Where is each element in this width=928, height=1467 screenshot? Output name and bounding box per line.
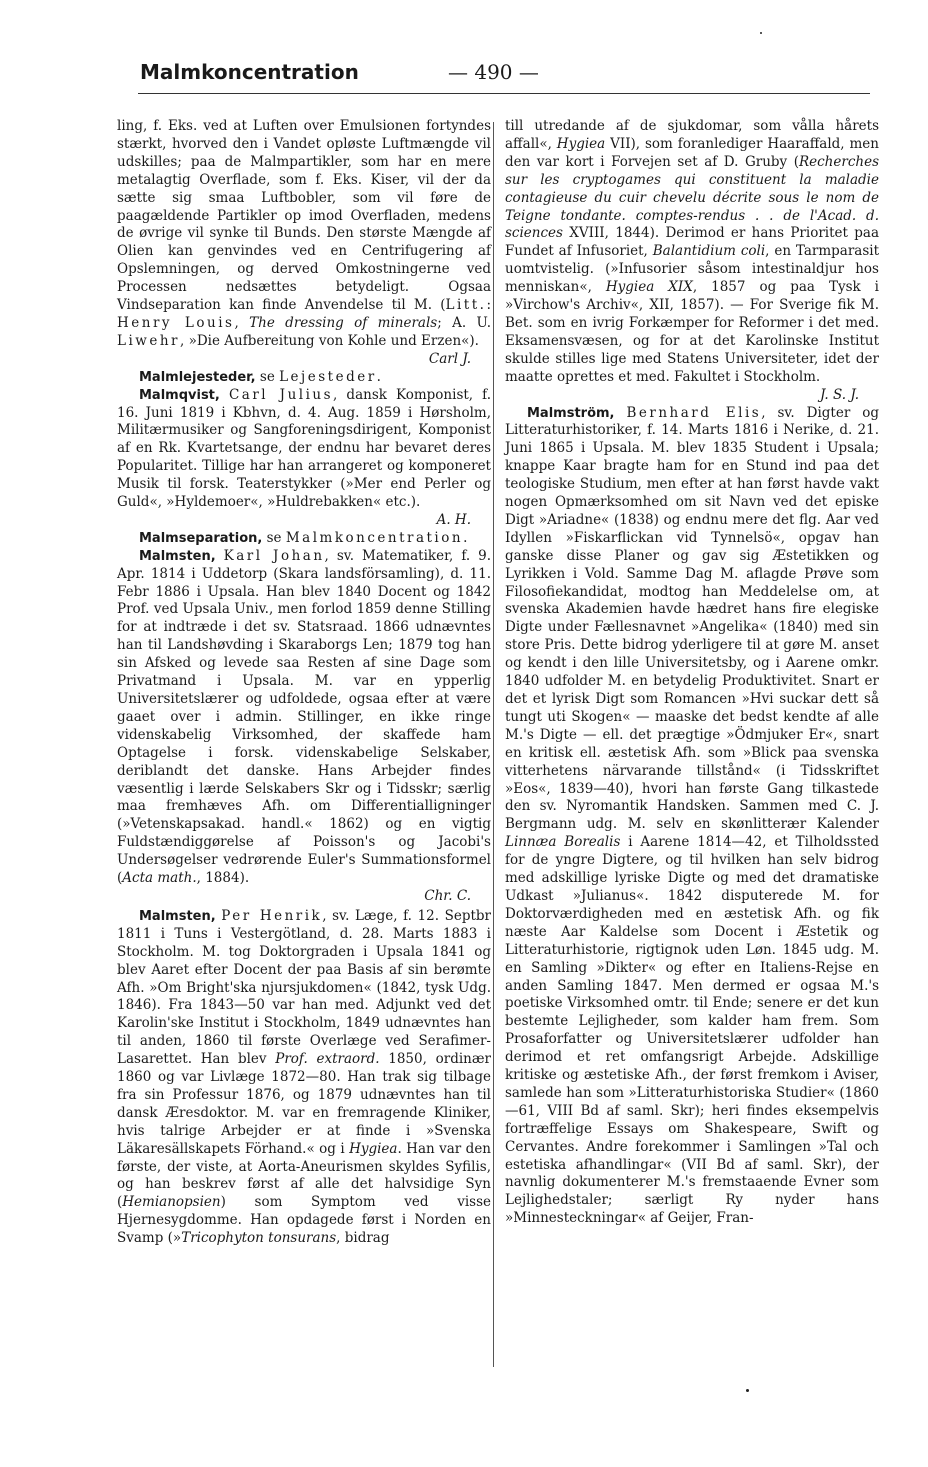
header-rule (138, 93, 870, 94)
entry-headword: Malmqvist, (139, 387, 220, 403)
cross-reference: Lejesteder (279, 368, 377, 385)
signature: Chr. C. (424, 887, 471, 904)
entry-malmseparation: Malmseparation, se Malmkoncentration. (139, 529, 468, 546)
speck-mark (760, 32, 762, 34)
cross-reference: Malmkoncentration (285, 529, 464, 546)
signature: A. H. (436, 511, 471, 528)
entry-headword: Malmsten, (139, 908, 216, 924)
entry-malmlejesteder: Malmlejesteder, se Lejesteder. (139, 368, 381, 385)
continued-paragraph: till utredande af de sjukdomar, som vålla hårets affall«, Hygiea VII), som foranlediger Haaraffald, men den var kort i Forvejen set af D. Gruby (Recherches sur les cryptogames qui constituent la maladie contagieuse du cuir chevelu décrite sous le nom de Teigne tondante. comptes-rendus . . de l'Acad. d. sciences XVIII, 1844). Derimod er hans Prioritet paa Fundet af Infusoriet, Balantidium coli, en Tarmparasit uomtvistelig. (»Infusorier såsom intestinaldjur hos menniskan«, Hygiea XIX, 1857 og paa Tysk i »Virchow's Archiv«, XII, 1857). — For Sverige fik M. Bet. som en ivrig Forkæmper for Reformer i det med. Eksamensvæsen, og for at det Karolinske Institut skulde stilles lige med Statens Universiteter, idet der maatte oprettes et med. Fakultet i Stockholm. J. S. J. (505, 118, 880, 403)
page-number: — 490 — (448, 60, 539, 84)
page-header (118, 60, 870, 94)
continued-paragraph: ling, f. Eks. ved at Luften over Emulsionen fortyndes stærkt, hvorved den i Vandet opløste Luftmængde vil udskilles; paa de Malmpartikler, som har en mere metalagtig Overflade, som f. Eks. Kiser, vil der da sætte sig smaa Luftbobler, som vil føre de paagældende Partikler op imod Overfladen, medens de øvrige vil synke til Bunds. Den største Mængde af Olien kan genvindes ved en Centrifugering af Opslemningen, og derved Omkostningerne ved Processen nedsættes betydeligt. Ogsaa Vindseparation kan finde Anvendelse til M. (Litt.: Henry Louis, The dressing of minerals; A. U. Liwehr, »Die Aufbereitung von Kohle und Erzen«). Carl J. (117, 118, 491, 367)
entry-malmstrom: Malmström, Bernhard Elis, sv. Digter og Litteraturhistoriker, f. 14. Marts 1816 i Nerike, d. 21. Juni 1865 i Upsala. M. blev 1835 Student i Upsala; knappe Kaar bragte ham for en Stund ind paa det teologiske Studium, men efter at han først havde vakt nogen Opmærksomhed om sit Navn ved det episke Digt »Ariadne« (1838) og endnu mere det flg. Aar ved Idyllen »Fiskarflickan vid Tynnelsö«, opgav han ganske disse Planer og gav sig Æstetikken og Lyrikken i Vold. Samme Dag M. aflagde Prøve som Filosofiekandidat, modtog han Meddelelse om, at svenska Akademien havde hædret hans fire elegiske Digte under Fællesnavnet »Angelika« (1840) med sin store Pris. Dette bidrog yderligere til at gøre M. anset og kendt i den lille Universitetsby, og i Aarene omkr. 1840 udfolder M. en betydelig Produktivitet. Snart er det et lyrisk Digt som Romancen »Hvi suckar dett så tungt uti Skogen« — maaske det bedst kendte af alle M.'s Digte — ell. det prægtige »Ödmjuker Er«, snart en kritisk ell. æstetisk Afh. som »Blick paa svenska vitterhetens närvarande tillstånd« (i Tidsskriftet »Eos«, 1839—40), hvori han første Gang tilkastede den sv. Nyromantik Handsken. Sammen med C. J. Bergmann udg. M. selv en skønlitterær Kalender Linnæa Borealis i Aarene 1814—42, et Tilholdssted for de yngre Digtere, og til hvilken han selv bidrog med adskillige lyriske Digte og med det dramatiske Udkast »Julianus«. 1842 disputerede M. for Doktorværdigheden med en æstetisk Afh. og fik næste Aar Kaldelse som Docent i Æstetik og Litteraturhistorie, rigtignok uden Løn. 1845 udg. M. en Samling »Dikter« og efter en Italiens-Rejse en anden Samling 1847. Men dermed er ogsaa M.'s poetiske Virksomhed omtr. til Ende; senere er det kun bestemte Lejligheder, som kalder ham frem. Som Prosaforfatter og Universitetslærer udfolder han derimod et ret omfangsrigt Arbejde. Adskillige kritiske og æstetiske Afh., der først fremkom i Aviser, samlede han som »Litteraturhistoriska Studier« (1860—61, VIII Bd af saml. Skr); heri findes eksempelvis fortræffelige Essays om Shakespeare, Swift og Cervantes. Andre forekommer i Samlingen »Tal och estetiska afhandlingar« (VII Bd af saml. Skr), der navnlig dokumenterer M.'s fremstaaende Evner som Lejlighedstaler; særligt Ry nyder hans »Minnesteckningar« af Geijer, Fran- (505, 404, 879, 1227)
entry-headword: Malmseparation, (139, 530, 263, 546)
left-column (117, 118, 491, 1248)
signature: J. S. J. (820, 386, 859, 403)
speck-mark (746, 1389, 749, 1392)
entry-malmsten-karl-johan: Malmsten, Karl Johan, sv. Matematiker, f. 9. Apr. 1814 i Uddetorp (Skara landsförsamling), d. 11. Febr 1886 i Upsala. Han blev 1840 Docent og 1842 Prof. ved Upsala Univ., men forlod 1859 denne Stilling for at indtræde i det sv. Statsraad. 1866 udnævntes han til Landshøvding i Skaraborgs Len; 1879 tog han sin Afsked og levede saa Resten af sine Dage som Privatmand i Upsala. M. var en ypperlig Universitetslærer og udfoldede, ogsaa efter at være gaaet over i admin. Stillinger, en ikke ringe videnskabelig Virksomhed, der skaffede ham Optagelse i forsk. videnskabelige Selskaber, deriblandt det danske. Hans Arbejder findes væsentlig i lærde Selskabers Skr og i Tidsskr; særlig maa fremhæves Afh. om Differentialligninger (»Vetenskapsakad. handl.« 1862) og en vigtig Fuldstændiggørelse af Poisson's og Jacobi's Undersøgelser vedrørende Euler's Summationsformel (Acta math., 1884). Chr. C. (117, 547, 491, 904)
entry-malmqvist: Malmqvist, Carl Julius, dansk Komponist, f. 16. Juni 1819 i Kbhvn, d. 4. Aug. 1859 i Hørsholm, Militærmusiker og Sangforeningsdirigent, Komponist af en Rk. Kvartetsange, der endnu har bevaret deres Popularitet. Tillige har han arrangeret og komponeret Musik til forsk. Teaterstykker (»Mer end Perler og Guld«, »Hyldemoer«, »Huldrebakken« etc.). A. H. (117, 386, 491, 528)
right-column (505, 118, 879, 1228)
entry-malmsten-per-henrik: Malmsten, Per Henrik, sv. Læge, f. 12. Septbr 1811 i Tuns i Vestergötland, d. 28. Marts 1883 i Stockholm. M. tog Doktorgraden i Upsala 1841 og blev Aaret efter Docent der paa Basis af sin berømte Afh. »Om Bright'ska njursjukdomen« (1842, tysk Udg. 1846). Fra 1843—50 var han med. Adjunkt ved det Karolin'ske Institut i Stockholm, 1849 udnævntes han til anden, 1860 til første Overlæge ved Serafimer-Lasarettet. Han blev Prof. extraord. 1850, ordinær 1860 og var Livlæge 1872—80. Han trak sig tilbage fra sin Professur 1876, og 1879 udnævntes han til dansk Æresdoktor. M. var en fremragende Kliniker, hvis talrige Arbejder er at finde i »Svenska Läkaresällskapets Förhand.« og i Hygiea. Han var den første, der viste, at Aorta-Aneurismen skyldes Syfilis, og han beskrev først af alle det halvsidige Syn (Hemianopsien) som Symptom ved visse Hjernesygdomme. Han opdagede først i Norden en Svamp (»Tricophyton tonsurans, bidrag (117, 907, 492, 1247)
entry-headword: Malmsten, (139, 548, 216, 564)
column-divider (493, 122, 494, 1367)
entry-headword: Malmlejesteder, (139, 369, 256, 385)
running-headword: Malmkoncentration (140, 60, 359, 84)
entry-headword: Malmström, (527, 405, 615, 421)
signature: Carl J. (428, 350, 471, 367)
